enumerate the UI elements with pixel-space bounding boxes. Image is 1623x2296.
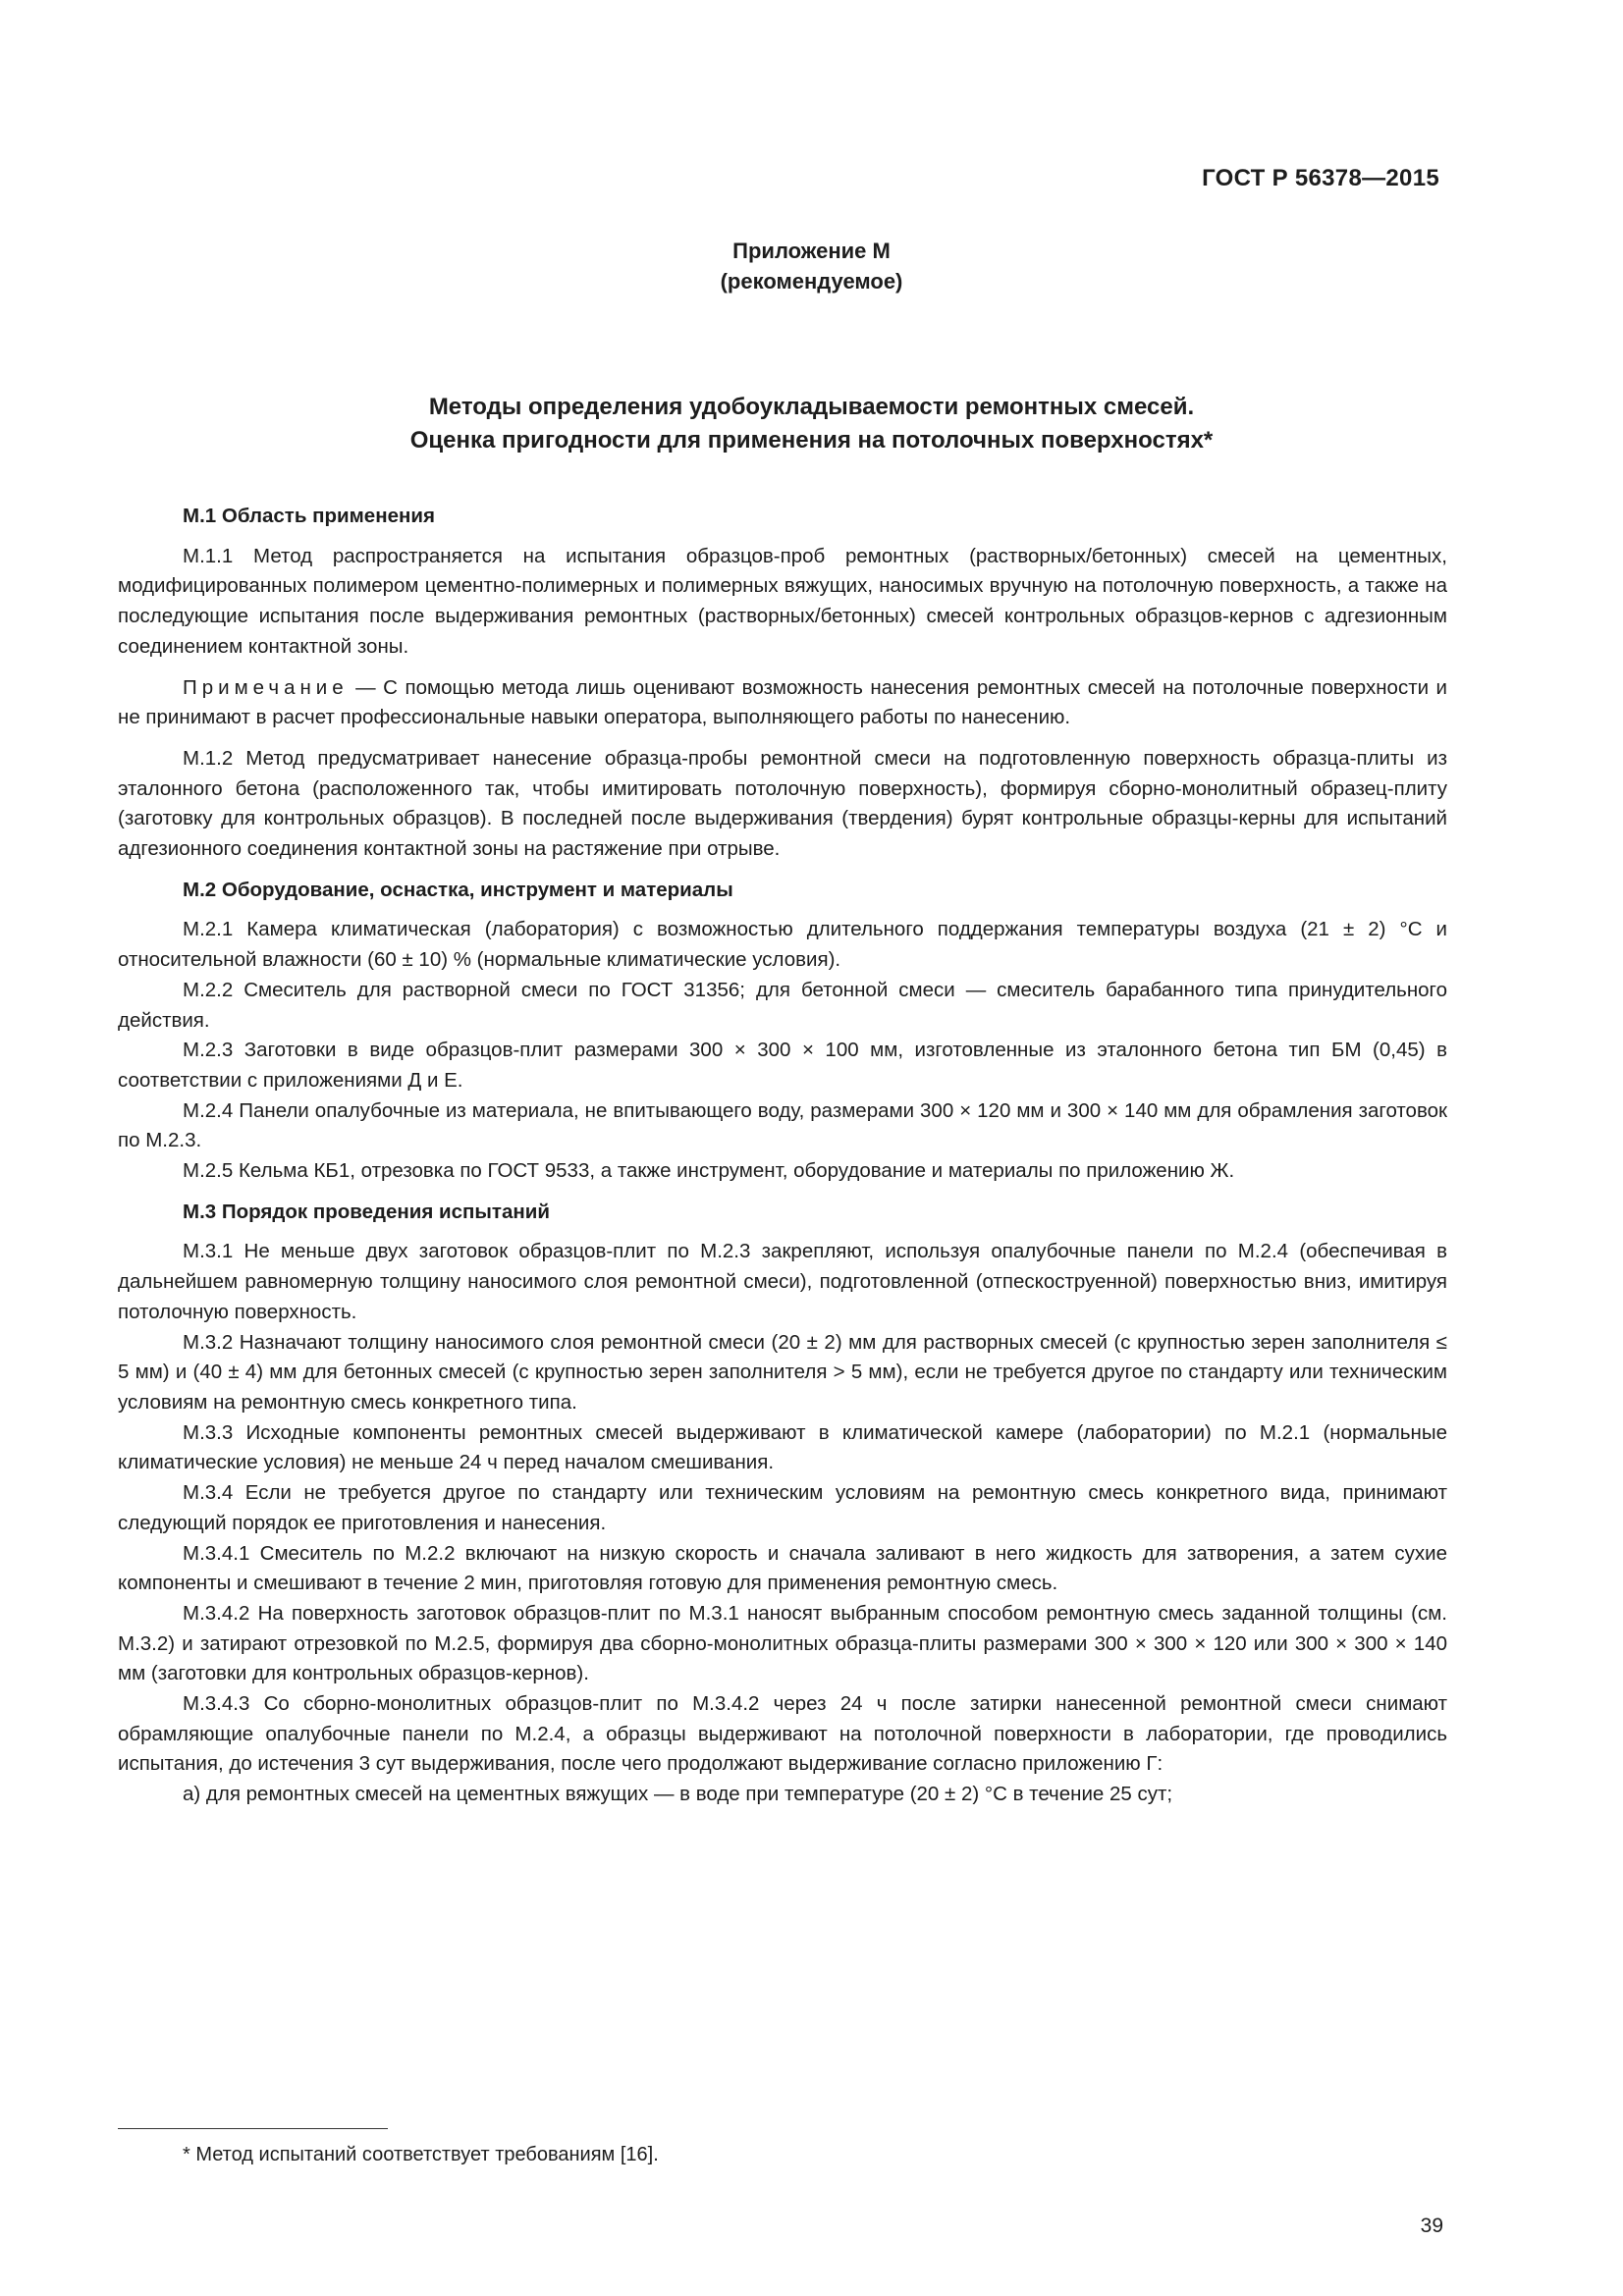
- paragraph-m2-5: М.2.5 Кельма КБ1, отрезовка по ГОСТ 9533, а также инструмент, оборудование и материалы по приложению Ж.: [183, 1159, 1235, 1183]
- title-line-1: Методы определения удобоукладываемости ремонтных смесей.: [428, 394, 1195, 420]
- note-text: — С помощью метода лишь оценивают возможность нанесения ремонтных смесей на потолочные поверхности и не принимают в расчет профессиональные навыки оператора, выполняющего работы по нанесению.: [118, 675, 1447, 729]
- section-heading-m3: М.3 Порядок проведения испытаний: [183, 1200, 550, 1223]
- title-line-2: Оценка пригодности для применения на потолочных поверхностях*: [409, 427, 1214, 454]
- document-code-header: ГОСТ Р 56378—2015: [1202, 165, 1439, 191]
- paragraph-m3-4-2: М.3.4.2 На поверхность заготовок образцов-плит по М.3.1 наносят выбранным способом ремонтную смесь заданной толщины (см. М.3.2) и затирают отрезовкой по М.2.5, формируя два сборно-монолитных образца-плиты размерами 300 × 300 × 120 или 300 × 300 × 140 мм (заготовки для контрольных образцов-кернов).: [118, 1601, 1447, 1685]
- paragraph-m3-4-3: М.3.4.3 Со сборно-монолитных образцов-плит по М.3.4.2 через 24 ч после затирки нанесенной ремонтной смеси снимают обрамляющие опалубочные панели по М.2.4, а образцы выдерживают на потолочной поверхности в лаборатории, где проводились испытания, до истечения 3 сут выдерживания, после чего продолжают выдерживание согласно приложению Г:: [118, 1692, 1447, 1776]
- paragraph-m3-4-1: М.3.4.1 Смеситель по М.2.2 включают на низкую скорость и сначала заливают в него жидкость для затворения, а затем сухие компоненты и смешивают в течение 2 мин, приготовляя готовую для применения ремонтную смесь.: [118, 1541, 1447, 1595]
- paragraph-m2-1: М.2.1 Камера климатическая (лаборатория) с возможностью длительного поддержания температуры воздуха (21 ± 2) °С и относительной влажности (60 ± 10) % (нормальные климатические условия).: [118, 918, 1447, 972]
- note-label: Примечание: [183, 675, 349, 699]
- paragraph-m1-2: М.1.2 Метод предусматривает нанесение образца-пробы ремонтной смеси на подготовленную поверхность образца-плиты из эталонного бетона (расположенного так, чтобы имитировать потолочную поверхность), формируя сборно-монолитный образец-плиту (заготовку для контрольных образцов). В последней после выдерживания (твердения) бурят контрольные образцы-керны для испытаний адгезионного соединения контактной зоны на растяжение при отрыве.: [118, 746, 1447, 861]
- appendix-heading: [0, 236, 1623, 296]
- appendix-title: [0, 391, 1623, 457]
- list-item-a: а) для ремонтных смесей на цементных вяжущих — в воде при температуре (20 ± 2) °С в течение 25 сут;: [183, 1783, 1173, 1806]
- paragraph-m2-4: М.2.4 Панели опалубочные из материала, не впитывающего воду, размерами 300 × 120 мм и 300 × 140 мм для обрамления заготовок по М.2.3.: [118, 1098, 1447, 1152]
- note-paragraph: [118, 673, 1447, 733]
- paragraph-m2-3: М.2.3 Заготовки в виде образцов-плит размерами 300 × 300 × 100 мм, изготовленные из эталонного бетона тип БМ (0,45) в соответствии с приложениями Д и Е.: [118, 1039, 1447, 1092]
- page-number: 39: [1420, 2215, 1443, 2237]
- appendix-label: Приложение М: [732, 239, 891, 263]
- paragraph-m3-2: М.3.2 Назначают толщину наносимого слоя ремонтной смеси (20 ± 2) мм для растворных смесей (с крупностью зерен заполнителя ≤ 5 мм) и (40 ± 4) мм для бетонных смесей (с крупностью зерен заполнителя > 5 мм), если не требуется другое по стандарту или техническим условиям на ремонтную смесь конкретного типа.: [118, 1330, 1447, 1414]
- section-heading-m1: М.1 Область применения: [183, 505, 435, 527]
- paragraph-m1-1: М.1.1 Метод распространяется на испытания образцов-проб ремонтных (растворных/бетонных) смесей на цементных, модифицированных полимером цементно-полимерных и полимерных вяжущих, наносимых вручную на потолочную поверхность, а также на последующие испытания после выдерживания ремонтных (растворных/бетонных) смесей контрольных образцов-кернов с адгезионным соединением контактной зоны.: [118, 544, 1447, 658]
- document-body: [118, 502, 1447, 1810]
- section-heading-m2: М.2 Оборудование, оснастка, инструмент и материалы: [183, 878, 733, 901]
- footnote: * Метод испытаний соответствует требованиям [16].: [183, 2144, 659, 2165]
- paragraph-m2-2: М.2.2 Смеситель для растворной смеси по ГОСТ 31356; для бетонной смеси — смеситель барабанного типа принудительного действия.: [118, 978, 1447, 1032]
- paragraph-m3-3: М.3.3 Исходные компоненты ремонтных смесей выдерживают в климатической камере (лаборатории) по М.2.1 (нормальные климатические условия) не меньше 24 ч перед началом смешивания.: [118, 1420, 1447, 1474]
- paragraph-m3-1: М.3.1 Не меньше двух заготовок образцов-плит по М.2.3 закрепляют, используя опалубочные панели по М.2.4 (обеспечивая в дальнейшем равномерную толщину наносимого слоя ремонтной смеси), подготовленной (отпескоструенной) поверхностью вниз, имитируя потолочную поверхность.: [118, 1240, 1447, 1323]
- footnote-divider: [118, 2128, 388, 2129]
- appendix-type: (рекомендуемое): [720, 269, 903, 294]
- paragraph-m3-4: М.3.4 Если не требуется другое по стандарту или техническим условиям на ремонтную смесь конкретного вида, принимают следующий порядок ее приготовления и нанесения.: [118, 1481, 1447, 1534]
